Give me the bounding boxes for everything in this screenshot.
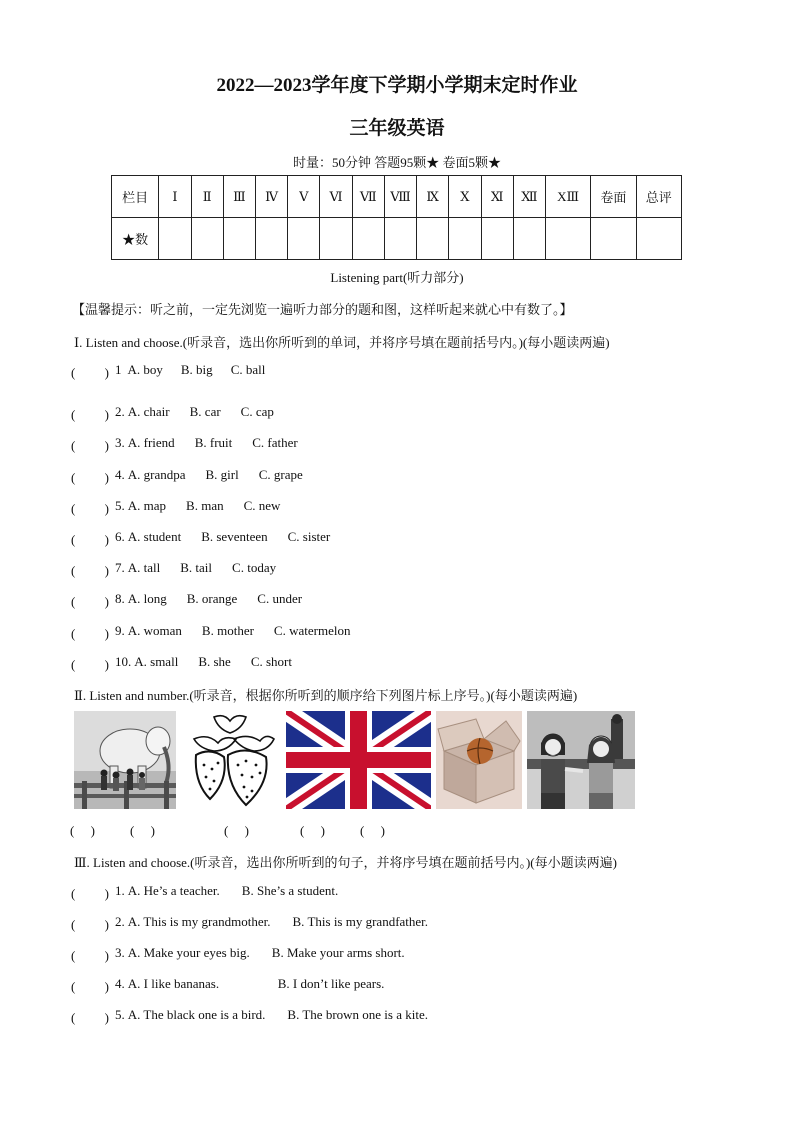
section2-title: Ⅱ. Listen and number.(听录音，根据你所听到的顺序给下列图片标上序号。)(每小题读两遍) [74,688,578,703]
question-item [71,976,384,995]
question-item [71,498,280,517]
answer-blank[interactable]: ( ) [71,1010,109,1025]
option-c: C. watermelon [273,623,351,638]
score-cell[interactable] [223,218,255,260]
option-c: C. under [257,591,303,606]
option-b: B. she [198,654,231,669]
option-c: C. short [250,654,292,669]
question-item [71,435,298,454]
option-a: A. student [127,529,182,544]
score-header-cell: XⅢ [545,176,590,218]
section3-title: Ⅲ. Listen and choose.(听录音，选出你所听到的句子，并将序号填在题前括号内。)(每小题读两遍) [74,855,617,870]
option-a: A. The black one is a bird. [127,1007,266,1022]
score-cell[interactable] [320,218,352,260]
option-b: B. I don’t like pears. [277,976,385,991]
question-item [71,467,303,486]
question-number: 4. [115,976,125,991]
answer-blank[interactable]: ( ) [71,917,109,932]
question-item [71,529,330,548]
question-item [71,362,265,381]
subject-title: 三年级英语 [349,118,445,139]
score-cell[interactable] [591,218,636,260]
question-number: 8. [115,591,125,606]
option-a: A. woman [127,623,182,638]
score-cell[interactable] [636,218,681,260]
option-b: B. man [186,498,224,513]
uk-flag-picture [286,711,431,809]
picture-answer-blank[interactable]: ( ) [70,823,95,838]
score-header-cell: Ⅳ [255,176,287,218]
tip-text: 【温馨提示：听之前，一定先浏览一遍听力部分的题和图，这样听起来就心中有数了。】 [72,302,573,317]
question-number: 1. [115,883,125,898]
option-a: A. small [134,654,179,669]
score-cell[interactable] [417,218,449,260]
option-a: A. Make your eyes big. [127,945,250,960]
question-number: 7. [115,560,125,575]
answer-blank[interactable]: ( ) [71,365,109,380]
option-a: A. He’s a teacher. [127,883,220,898]
answer-blank[interactable]: ( ) [71,948,109,963]
option-c: C. ball [230,362,266,377]
question-item [71,945,405,964]
question-item [71,623,350,642]
question-item [71,404,274,423]
option-a: A. chair [127,404,170,419]
answer-blank[interactable]: ( ) [71,470,109,485]
question-number: 2. [115,914,125,929]
elephant-picture [74,711,176,809]
option-a: A. map [127,498,167,513]
answer-blank[interactable]: ( ) [71,657,109,672]
picture-answer-blank[interactable]: ( ) [360,823,385,838]
score-cell[interactable] [191,218,223,260]
answer-blank[interactable]: ( ) [71,501,109,516]
score-cell[interactable] [288,218,320,260]
option-b: B. girl [205,467,239,482]
score-header-cell: Ⅰ [159,176,191,218]
question-item [71,560,276,579]
option-c: C. grape [258,467,303,482]
option-b: B. car [189,404,221,419]
score-cell[interactable] [352,218,384,260]
question-item [71,1007,428,1026]
option-c: C. today [232,560,277,575]
option-a: A. This is my grandmother. [127,914,271,929]
score-cell[interactable] [384,218,416,260]
question-number: 4. [115,467,125,482]
score-table-star-row [112,218,682,260]
option-c: C. cap [240,404,274,419]
score-table [111,175,682,260]
picture-answer-blank[interactable]: ( ) [224,823,249,838]
option-b: B. The brown one is a kite. [287,1007,428,1022]
picture-answer-blank[interactable]: ( ) [300,823,325,838]
question-number: 9. [115,623,125,638]
option-a: A. grandpa [127,467,186,482]
answer-blank[interactable]: ( ) [71,979,109,994]
picture-answer-blank[interactable]: ( ) [130,823,155,838]
option-b: B. This is my grandfather. [292,914,429,929]
option-b: B. She’s a student. [241,883,339,898]
option-b: B. Make your arms short. [271,945,405,960]
question-number: 3. [115,945,125,960]
answer-blank[interactable]: ( ) [71,626,109,641]
question-number: 5. [115,498,125,513]
listening-part-heading: Listening part(听力部分) [330,270,464,285]
answer-blank[interactable]: ( ) [71,532,109,547]
option-c: C. new [243,498,281,513]
option-a: A. tall [127,560,161,575]
score-cell[interactable] [159,218,191,260]
score-row-label: ★数 [112,218,159,260]
girls-picture [527,711,635,809]
option-a: A. friend [127,435,175,450]
score-header-cell: Ⅱ [191,176,223,218]
score-header-cell: Ⅴ [288,176,320,218]
score-header-cell: Ⅺ [481,176,513,218]
question-number: 6. [115,529,125,544]
score-header-cell: 栏目 [112,176,159,218]
option-a: A. boy [127,362,163,377]
score-cell[interactable] [449,218,481,260]
strawberry-picture [184,711,278,809]
option-b: B. tail [180,560,213,575]
question-item [71,883,338,902]
option-c: C. sister [287,529,331,544]
option-a: A. I like bananas. [127,976,220,991]
option-b: B. fruit [194,435,233,450]
score-cell[interactable] [255,218,287,260]
exam-meta: 时量：50分钟 答题95颗★ 卷面5颗★ [292,155,501,170]
page-title: 2022—2023学年度下学期小学期末定时作业 [216,75,578,96]
score-header-cell: Ⅲ [223,176,255,218]
answer-blank[interactable]: ( ) [71,886,109,901]
answer-blank[interactable]: ( ) [71,407,109,422]
option-b: B. big [180,362,213,377]
option-c: C. father [252,435,298,450]
score-header-cell: Ⅵ [320,176,352,218]
question-number: 2. [115,404,125,419]
option-b: B. seventeen [201,529,268,544]
section1-title: Ⅰ. Listen and choose.(听录音，选出你所听到的单词，并将序号填在题前括号内。)(每小题读两遍) [74,335,610,350]
score-header-cell: Ⅹ [449,176,481,218]
box-ball-picture [436,711,522,809]
question-number: 10. [115,654,132,669]
option-b: B. mother [201,623,254,638]
answer-blank[interactable]: ( ) [71,438,109,453]
question-item [71,591,302,610]
score-header-cell: Ⅻ [513,176,545,218]
question-number: 3. [115,435,125,450]
score-header-cell: Ⅶ [352,176,384,218]
score-cell[interactable] [513,218,545,260]
question-number: 1 [115,362,122,377]
option-b: B. orange [186,591,238,606]
score-cell[interactable] [545,218,590,260]
answer-blank[interactable]: ( ) [71,594,109,609]
score-cell[interactable] [481,218,513,260]
score-header-cell: 卷面 [591,176,636,218]
score-header-cell: 总评 [636,176,681,218]
option-a: A. long [127,591,167,606]
score-header-cell: Ⅸ [417,176,449,218]
question-item [71,914,428,933]
score-header-cell: Ⅷ [384,176,416,218]
question-item [71,654,292,673]
question-number: 5. [115,1007,125,1022]
answer-blank[interactable]: ( ) [71,563,109,578]
score-table-header-row [112,176,682,218]
